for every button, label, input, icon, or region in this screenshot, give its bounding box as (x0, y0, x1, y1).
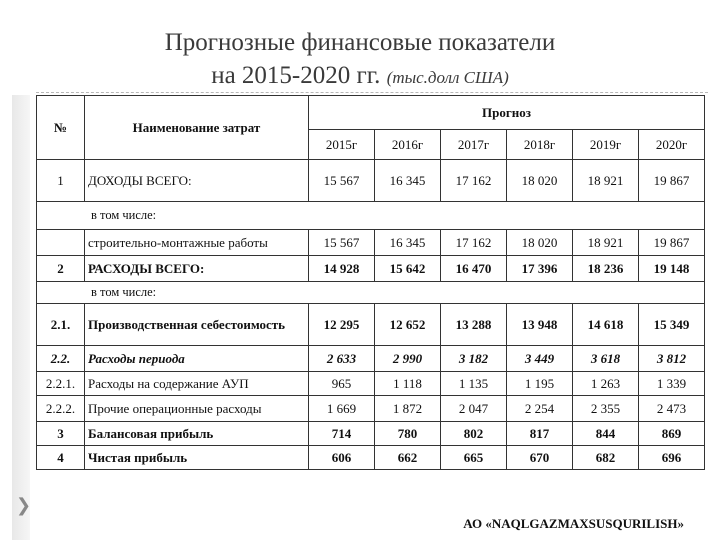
value-cell: 12 295 (309, 304, 375, 346)
table-row (37, 256, 705, 282)
row-label: ДОХОДЫ ВСЕГО: (85, 160, 309, 202)
value-cell: 2 990 (375, 346, 441, 372)
header-num: № (37, 96, 85, 160)
value-cell: 1 669 (309, 396, 375, 422)
value-cell: 665 (441, 446, 507, 470)
value-cell: 18 921 (573, 160, 639, 202)
row-label: Расходы периода (85, 346, 309, 372)
row-label: РАСХОДЫ ВСЕГО: (85, 256, 309, 282)
header-year: 2019г (573, 130, 639, 160)
header-year: 2017г (441, 130, 507, 160)
header-year: 2020г (639, 130, 705, 160)
value-cell: 3 812 (639, 346, 705, 372)
value-cell: 2 047 (441, 396, 507, 422)
value-cell: 670 (507, 446, 573, 470)
row-number: 1 (37, 160, 85, 202)
value-cell: 14 928 (309, 256, 375, 282)
table-row (37, 346, 705, 372)
row-number: 2.2.1. (37, 372, 85, 396)
row-number: 3 (37, 422, 85, 446)
value-cell: 965 (309, 372, 375, 396)
value-cell: 18 020 (507, 160, 573, 202)
row-number: 4 (37, 446, 85, 470)
table-row (37, 422, 705, 446)
title-period: на 2015-2020 гг. (211, 62, 381, 89)
value-cell: 3 618 (573, 346, 639, 372)
row-label: Производственная себестоимость (85, 304, 309, 346)
table-row (37, 396, 705, 422)
value-cell: 1 135 (441, 372, 507, 396)
value-cell: 3 449 (507, 346, 573, 372)
slide-title (0, 26, 720, 94)
value-cell: 18 921 (573, 230, 639, 256)
value-cell: 16 345 (375, 160, 441, 202)
value-cell: 19 867 (639, 230, 705, 256)
value-cell: 17 396 (507, 256, 573, 282)
title-line-1: Прогнозные финансовые показатели (164, 29, 556, 56)
table-row (37, 230, 705, 256)
value-cell: 780 (375, 422, 441, 446)
row-label: Балансовая прибыль (85, 422, 309, 446)
value-cell: 2 254 (507, 396, 573, 422)
value-cell: 3 182 (441, 346, 507, 372)
value-cell: 802 (441, 422, 507, 446)
row-subheading: в том числе: (37, 202, 705, 230)
value-cell: 2 473 (639, 396, 705, 422)
value-cell: 869 (639, 422, 705, 446)
value-cell: 15 642 (375, 256, 441, 282)
value-cell: 1 339 (639, 372, 705, 396)
row-label: Расходы на содержание АУП (85, 372, 309, 396)
value-cell: 1 872 (375, 396, 441, 422)
value-cell: 15 567 (309, 160, 375, 202)
financial-table (36, 95, 705, 470)
value-cell: 1 118 (375, 372, 441, 396)
value-cell: 817 (507, 422, 573, 446)
company-footer: АО «NAQLGAZMAXSUSQURILISH» (463, 516, 684, 531)
row-number: 2.2.2. (37, 396, 85, 422)
value-cell: 13 288 (441, 304, 507, 346)
left-decor-bar (12, 95, 30, 540)
table-row (37, 160, 705, 202)
chevron-right-icon: ❯ (16, 495, 32, 516)
value-cell: 16 470 (441, 256, 507, 282)
title-unit: (тыс.долл США) (386, 68, 509, 87)
value-cell: 12 652 (375, 304, 441, 346)
value-cell: 682 (573, 446, 639, 470)
value-cell: 1 263 (573, 372, 639, 396)
value-cell: 15 567 (309, 230, 375, 256)
value-cell: 606 (309, 446, 375, 470)
row-label: Прочие операционные расходы (85, 396, 309, 422)
table-row (37, 446, 705, 470)
header-year: 2015г (309, 130, 375, 160)
value-cell: 19 148 (639, 256, 705, 282)
value-cell: 19 867 (639, 160, 705, 202)
row-number: 2 (37, 256, 85, 282)
value-cell: 18 020 (507, 230, 573, 256)
value-cell: 17 162 (441, 230, 507, 256)
header-name: Наименование затрат (85, 96, 309, 160)
title-divider (36, 92, 708, 93)
row-number: 2.1. (37, 304, 85, 346)
value-cell: 696 (639, 446, 705, 470)
table-body (37, 160, 705, 470)
value-cell: 2 633 (309, 346, 375, 372)
row-subheading: в том числе: (37, 282, 705, 304)
value-cell: 662 (375, 446, 441, 470)
value-cell: 14 618 (573, 304, 639, 346)
header-year: 2018г (507, 130, 573, 160)
value-cell: 1 195 (507, 372, 573, 396)
value-cell: 16 345 (375, 230, 441, 256)
title-line-2 (0, 59, 720, 94)
table-row (37, 372, 705, 396)
value-cell: 2 355 (573, 396, 639, 422)
value-cell: 714 (309, 422, 375, 446)
row-label: Чистая прибыль (85, 446, 309, 470)
table-header-row (37, 96, 705, 130)
header-year: 2016г (375, 130, 441, 160)
table-row (37, 304, 705, 346)
table-subheader-row (37, 202, 705, 230)
value-cell: 15 349 (639, 304, 705, 346)
table-subheader-row (37, 282, 705, 304)
row-number (37, 230, 85, 256)
row-number: 2.2. (37, 346, 85, 372)
value-cell: 17 162 (441, 160, 507, 202)
value-cell: 13 948 (507, 304, 573, 346)
value-cell: 844 (573, 422, 639, 446)
value-cell: 18 236 (573, 256, 639, 282)
row-label: строительно-монтажные работы (85, 230, 309, 256)
header-forecast: Прогноз (309, 96, 705, 130)
